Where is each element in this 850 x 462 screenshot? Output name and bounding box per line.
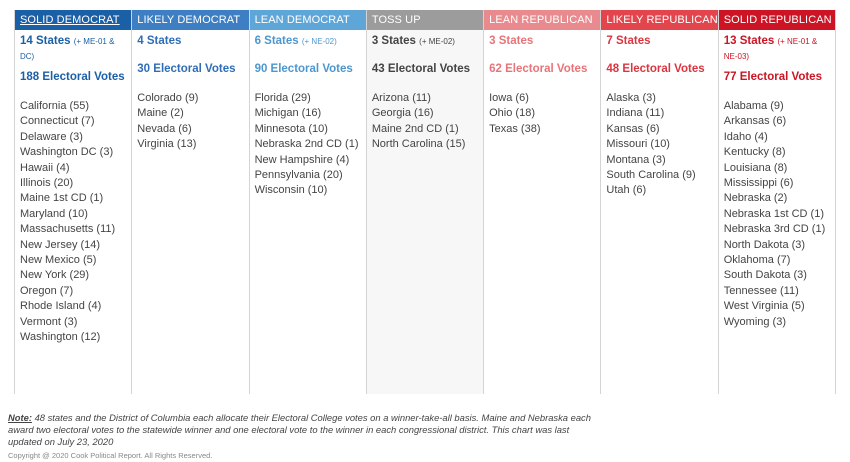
state-item: Wisconsin (10): [254, 184, 328, 197]
state-item: Vermont (3): [20, 315, 78, 328]
states-count: 4 States: [137, 35, 182, 47]
state-item: Washington (12): [20, 331, 101, 344]
states-note: (+ ME-01 & DC): [20, 37, 115, 61]
electoral-votes: 77 Electoral Votes: [723, 71, 822, 83]
state-item: Kentucky (8): [723, 146, 786, 159]
state-item: Massachusetts (11): [20, 223, 116, 236]
state-item: Nebraska 2nd CD (1): [254, 138, 359, 151]
state-item: Kansas (6): [606, 122, 660, 135]
state-item: Connecticut (7): [20, 115, 95, 128]
column-solid-democrat: [14, 10, 132, 394]
state-item: Missouri (10): [606, 138, 670, 151]
state-item: Pennsylvania (20): [254, 169, 343, 182]
state-item: Colorado (9): [137, 92, 199, 104]
footnote: [8, 412, 598, 449]
state-list: [601, 76, 717, 199]
note-text: 48 states and the District of Columbia each allocate their Electoral College votes on a winner-take-all basis. Maine and Nebraska each award two electoral votes to the statewide winner and one electoral vote to the winner in each congressional district. This chart was last updated on July 23, 2020: [8, 412, 591, 448]
state-item: New Hampshire (4): [254, 153, 350, 166]
state-item: Michigan (16): [254, 107, 322, 120]
column-header: SOLID REPUBLICAN: [719, 10, 835, 30]
state-item: Oregon (7): [20, 284, 74, 297]
state-item: South Carolina (9): [606, 169, 696, 182]
state-item: Tennessee (11): [723, 284, 799, 297]
state-item: California (55): [20, 100, 90, 112]
column-lean-democrat: [250, 10, 367, 394]
column-header: LEAN REPUBLICAN: [484, 10, 600, 30]
state-item: New York (29): [20, 269, 90, 282]
column-lean-republican: [484, 10, 601, 394]
electoral-votes: 30 Electoral Votes: [137, 63, 236, 75]
electoral-votes: 90 Electoral Votes: [254, 63, 353, 75]
state-item: Arkansas (6): [723, 115, 787, 128]
electoral-votes: 48 Electoral Votes: [606, 63, 705, 75]
state-item: New Mexico (5): [20, 254, 97, 267]
state-item: Alabama (9): [723, 100, 784, 112]
column-header: LIKELY REPUBLICAN: [601, 10, 717, 30]
state-item: Louisiana (8): [723, 161, 788, 174]
state-item: Mississippi (6): [723, 177, 794, 190]
state-item: Iowa (6): [489, 92, 529, 104]
state-item: West Virginia (5): [723, 300, 805, 313]
electoral-votes: 188 Electoral Votes: [20, 71, 125, 83]
state-item: Oklahoma (7): [723, 254, 791, 267]
state-item: Florida (29): [254, 92, 311, 104]
states-note: (+ ME-02): [419, 37, 455, 46]
states-count: 3 States (+ ME-02): [371, 35, 455, 47]
note-label: Note:: [8, 412, 32, 423]
state-item: Nebraska (2): [723, 192, 788, 205]
state-list: [250, 76, 366, 199]
state-item: Wyoming (3): [723, 315, 786, 328]
state-item: Rhode Island (4): [20, 300, 102, 313]
state-item: Ohio (18): [489, 107, 535, 120]
state-item: Virginia (13): [137, 138, 197, 151]
state-list: [484, 76, 600, 137]
electoral-votes: 62 Electoral Votes: [489, 63, 588, 75]
state-item: Minnesota (10): [254, 122, 328, 135]
column-header: TOSS UP: [367, 10, 483, 30]
state-item: Illinois (20): [20, 177, 74, 190]
state-item: Nevada (6): [137, 122, 192, 135]
column-solid-republican: [719, 10, 836, 394]
state-item: Arizona (11): [371, 92, 431, 104]
ratings-grid: [14, 10, 836, 394]
column-header: LIKELY DEMOCRAT: [132, 10, 248, 30]
state-item: Texas (38): [489, 122, 541, 135]
state-list: [15, 84, 131, 346]
state-item: Utah (6): [606, 184, 647, 197]
state-item: South Dakota (3): [723, 269, 807, 282]
states-count: 3 States: [489, 35, 534, 47]
state-item: Washington DC (3): [20, 146, 114, 159]
state-item: Maryland (10): [20, 207, 88, 220]
state-item: Hawaii (4): [20, 161, 70, 174]
state-item: North Carolina (15): [371, 138, 466, 151]
state-item: Maine 2nd CD (1): [371, 122, 459, 135]
state-list: [367, 76, 483, 153]
states-count: 6 States (+ NE-02): [254, 35, 337, 47]
column-likely-republican: [601, 10, 718, 394]
state-list: [719, 84, 835, 330]
state-list: [132, 76, 248, 153]
states-note: (+ NE-01 & NE-03): [723, 37, 818, 61]
states-count: 13 States (+ NE-01 & NE-03): [723, 35, 818, 61]
states-count: 7 States: [606, 35, 651, 47]
column-likely-democrat: [132, 10, 249, 394]
states-count: 14 States (+ ME-01 & DC): [20, 35, 115, 61]
state-item: Idaho (4): [723, 130, 768, 143]
electoral-votes: 43 Electoral Votes: [371, 63, 471, 75]
state-item: Nebraska 1st CD (1): [723, 207, 825, 220]
state-item: Delaware (3): [20, 130, 83, 143]
state-item: North Dakota (3): [723, 238, 806, 251]
column-header: SOLID DEMOCRAT: [15, 10, 131, 30]
column-toss-up: [367, 10, 484, 394]
state-item: Maine 1st CD (1): [20, 192, 104, 205]
state-item: Maine (2): [137, 107, 184, 120]
column-header: LEAN DEMOCRAT: [250, 10, 366, 30]
state-item: Indiana (11): [606, 107, 665, 120]
copyright: Copyright @ 2020 Cook Political Report. All Rights Reserved.: [8, 451, 213, 460]
state-item: Montana (3): [606, 153, 666, 166]
state-item: New Jersey (14): [20, 238, 101, 251]
state-item: Georgia (16): [371, 107, 434, 120]
states-note: (+ NE-02): [301, 37, 337, 46]
state-item: Nebraska 3rd CD (1): [723, 223, 826, 236]
state-item: Alaska (3): [606, 92, 656, 104]
